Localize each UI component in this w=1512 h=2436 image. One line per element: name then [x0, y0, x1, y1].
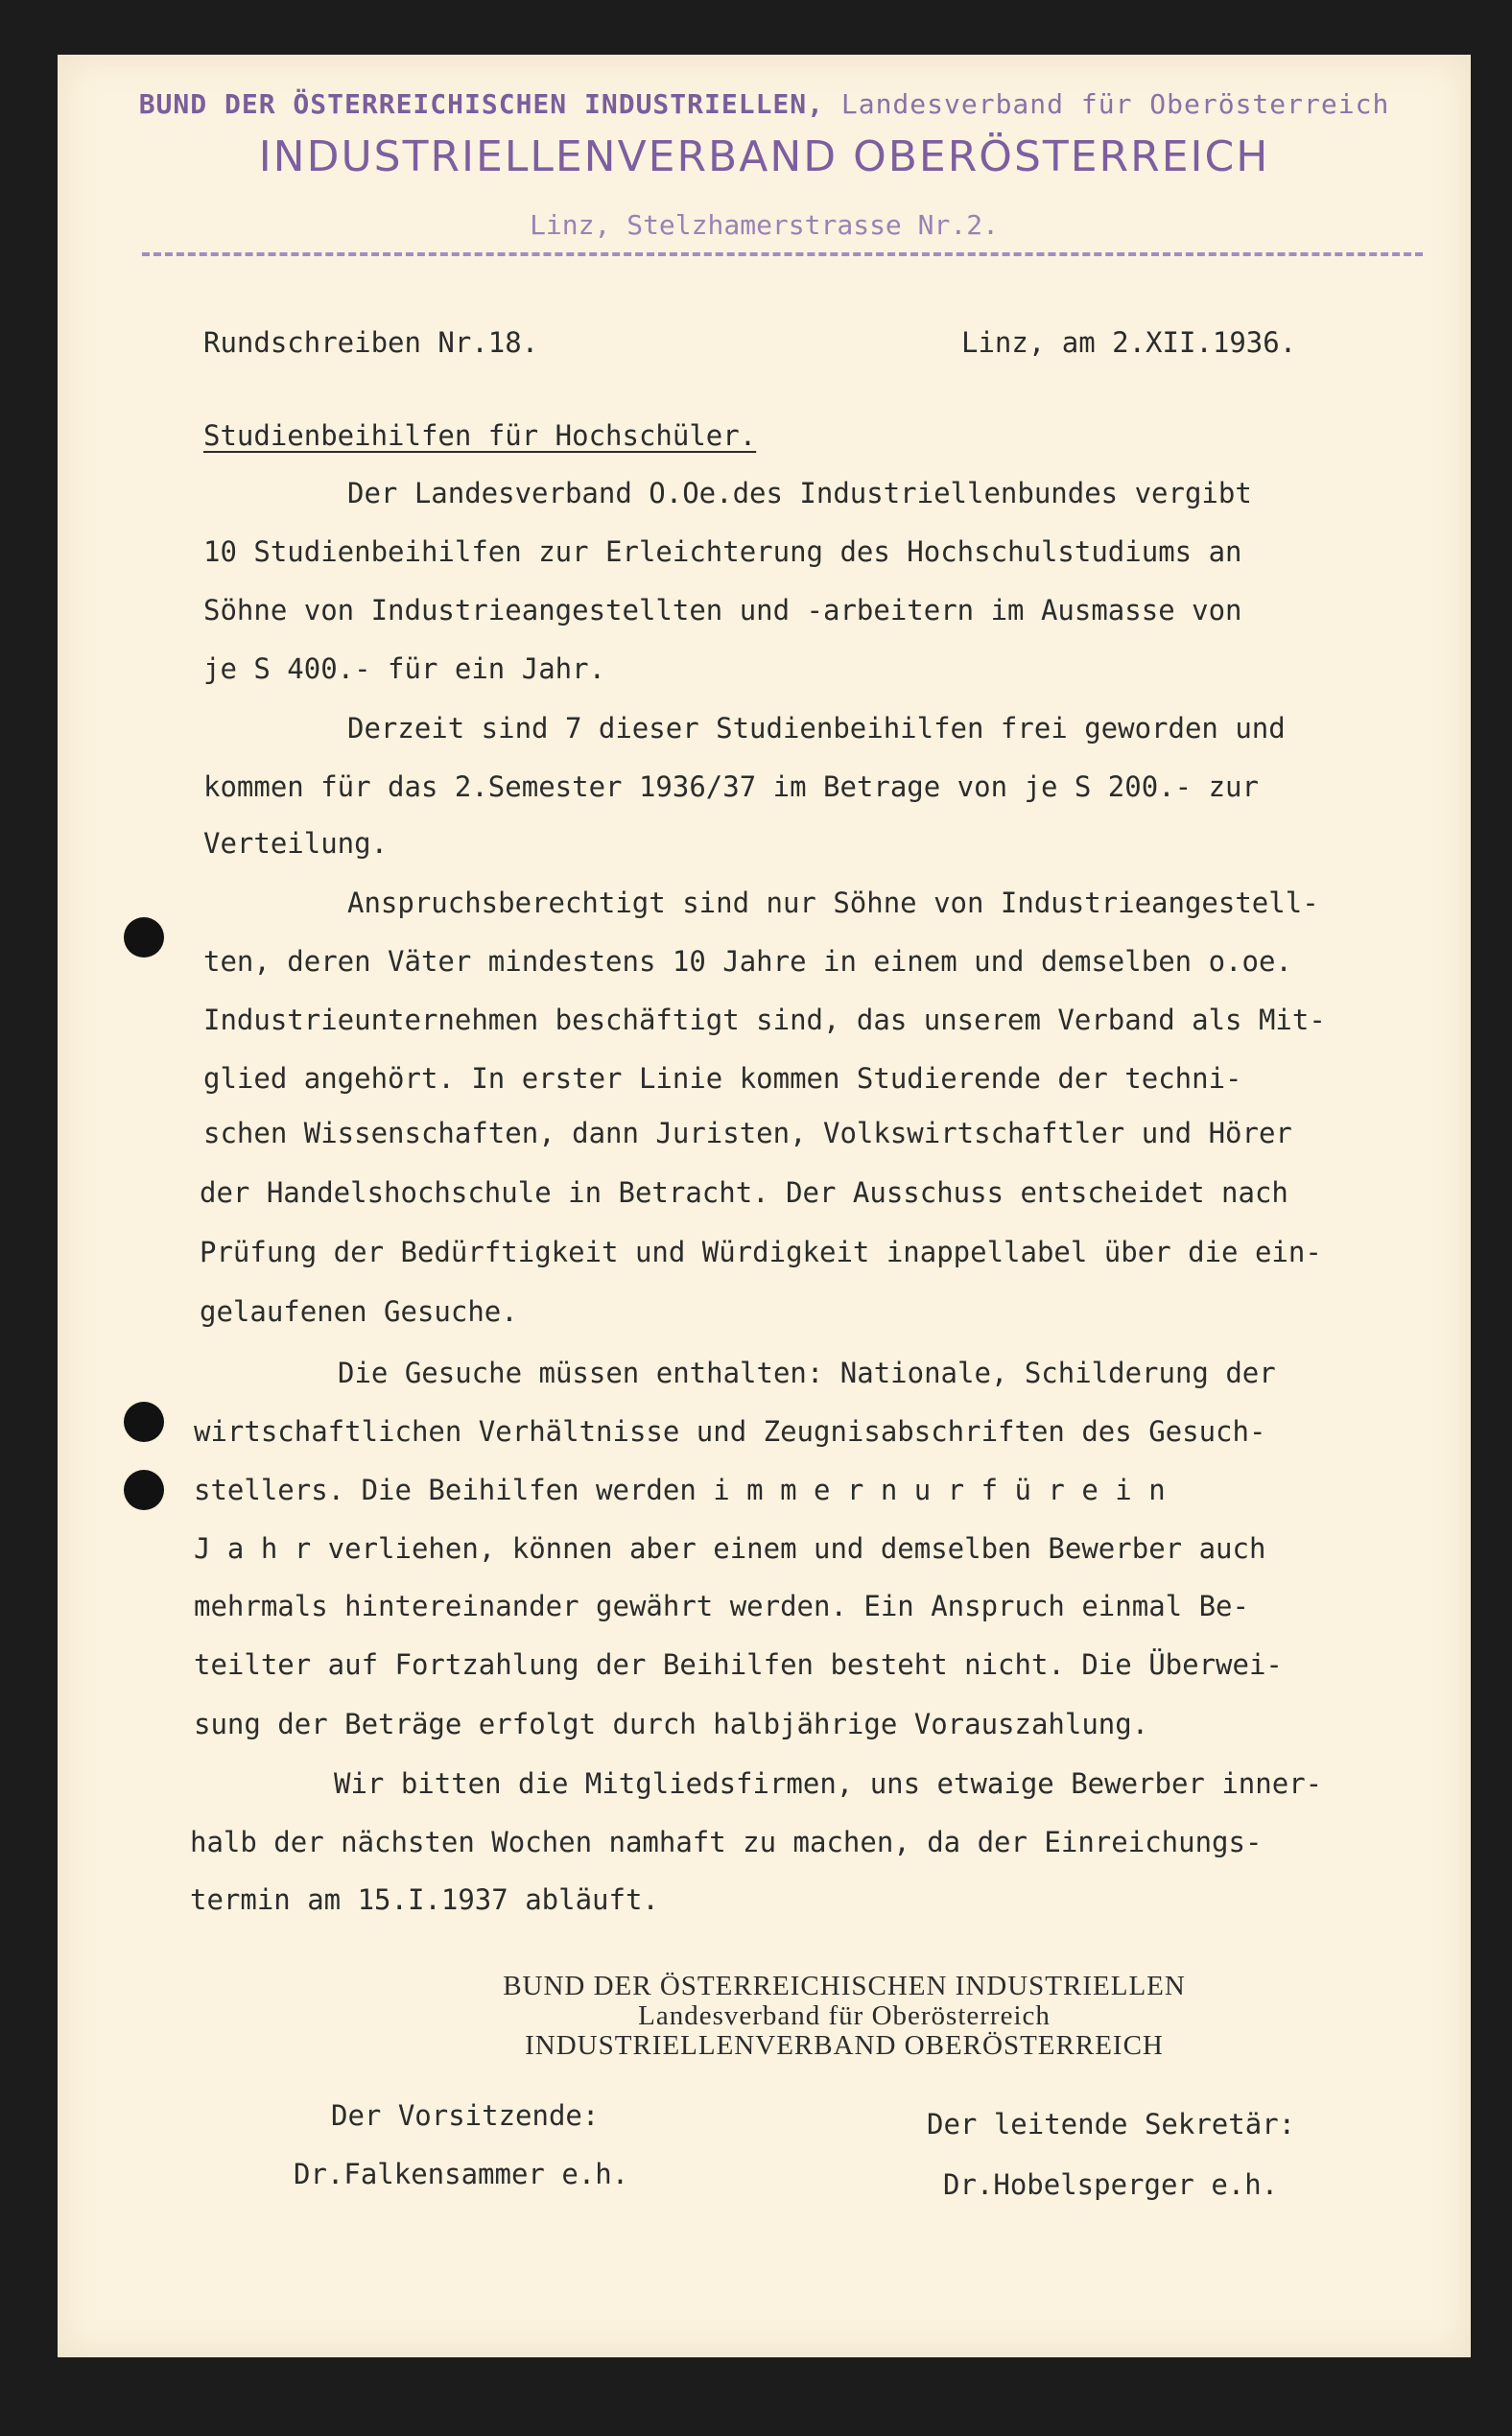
- body-line: je S 400.- für ein Jahr.: [203, 652, 606, 685]
- body-line: Wir bitten die Mitgliedsfirmen, uns etwaige Bewerber inner-: [334, 1767, 1323, 1800]
- circular-number: Rundschreiben Nr.18.: [203, 326, 539, 359]
- letterhead-divider: [142, 252, 1423, 256]
- body-line: Der Landesverband O.Oe.des Industriellenbundes vergibt: [347, 477, 1252, 509]
- closing-org-line: BUND DER ÖSTERREICHISCHEN INDUSTRIELLEN: [503, 1971, 1186, 2001]
- closing-org-line: Landesverband für Oberösterreich: [638, 2000, 1051, 2031]
- body-line: ten, deren Väter mindestens 10 Jahre in einem und demselben o.oe.: [203, 945, 1292, 978]
- body-line: J a h r verliehen, können aber einem und demselben Bewerber auch: [194, 1532, 1266, 1565]
- letterhead-address: Linz, Stelzhamerstrasse Nr.2.: [530, 209, 999, 241]
- body-line: Söhne von Industrieangestellten und -arbeitern im Ausmasse von: [203, 594, 1242, 627]
- body-line: Anspruchsberechtigt sind nur Söhne von Industrieangestell-: [347, 887, 1319, 919]
- letter-subject: Studienbeihilfen für Hochschüler.: [203, 419, 757, 452]
- letterhead-title: INDUSTRIELLENVERBAND OBERÖSTERREICH: [258, 132, 1270, 181]
- punch-hole: [124, 917, 164, 958]
- punch-hole: [124, 1470, 164, 1510]
- body-line: 10 Studienbeihilfen zur Erleichterung des Hochschulstudiums an: [203, 535, 1242, 568]
- signature-chair-title: Der Vorsitzende:: [331, 2099, 600, 2132]
- body-line: Die Gesuche müssen enthalten: Nationale, Schilderung der: [338, 1357, 1276, 1389]
- body-line: sung der Beträge erfolgt durch halbjährige Vorauszahlung.: [194, 1708, 1149, 1740]
- body-line: Industrieunternehmen beschäftigt sind, das unserem Verband als Mit-: [203, 1004, 1326, 1036]
- letter-date: Linz, am 2.XII.1936.: [961, 326, 1297, 359]
- body-line: wirtschaftlichen Verhältnisse und Zeugnisabschriften des Gesuch-: [194, 1415, 1266, 1448]
- body-line: mehrmals hintereinander gewährt werden. Ein Anspruch einmal Be-: [194, 1590, 1249, 1622]
- signature-chair-name: Dr.Falkensammer e.h.: [294, 2158, 629, 2190]
- body-line: schen Wissenschaften, dann Juristen, Volkswirtschaftler und Hörer: [203, 1117, 1292, 1149]
- body-line: Verteilung.: [203, 827, 389, 860]
- body-line: glied angehört. In erster Linie kommen Studierende der techni-: [203, 1062, 1242, 1095]
- body-line: Derzeit sind 7 dieser Studienbeihilfen frei geworden und: [347, 712, 1286, 745]
- closing-organization: [384, 1972, 1305, 2061]
- body-line: halb der nächsten Wochen namhaft zu machen, da der Einreichungs-: [190, 1826, 1263, 1858]
- signature-secretary-name: Dr.Hobelsperger e.h.: [943, 2168, 1279, 2201]
- punch-hole: [124, 1402, 164, 1442]
- body-line: termin am 15.I.1937 abläuft.: [190, 1883, 659, 1916]
- body-line: teilter auf Fortzahlung der Beihilfen besteht nicht. Die Überwei-: [194, 1648, 1283, 1681]
- signature-secretary-title: Der leitende Sekretär:: [927, 2108, 1296, 2140]
- letterhead-federation: BUND DER ÖSTERREICHISCHEN INDUSTRIELLEN, Landesverband für Oberösterreich: [138, 88, 1390, 120]
- body-line: kommen für das 2.Semester 1936/37 im Betrage von je S 200.- zur: [203, 770, 1259, 803]
- body-line: stellers. Die Beihilfen werden i m m e r n u r f ü r e i n: [194, 1474, 1166, 1506]
- body-line: Prüfung der Bedürftigkeit und Würdigkeit inappellabel über die ein-: [200, 1236, 1322, 1268]
- body-line: gelaufenen Gesuche.: [200, 1295, 518, 1328]
- body-line: der Handelshochschule in Betracht. Der Ausschuss entscheidet nach: [200, 1176, 1288, 1209]
- closing-org-line: INDUSTRIELLENVERBAND OBERÖSTERREICH: [525, 2030, 1164, 2061]
